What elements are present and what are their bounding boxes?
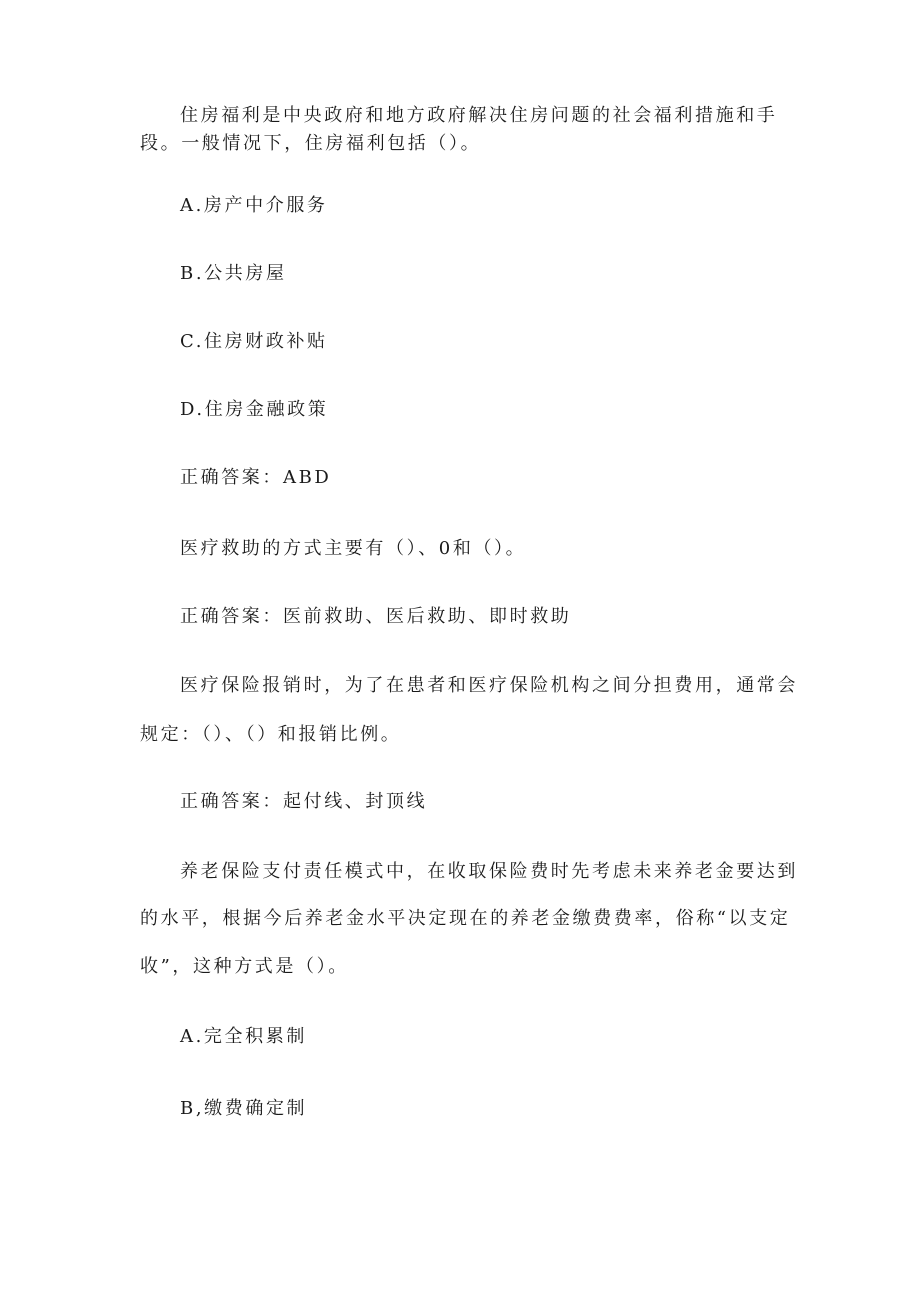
question-4-stem-line-3: 收”，这种方式是（）。 <box>140 956 349 977</box>
question-1-option-b: B.公共房屋 <box>180 263 287 284</box>
question-1-stem-line-2: 段。一般情况下，住房福利包括（）。 <box>140 133 482 154</box>
question-1-stem-line-1: 住房福利是中央政府和地方政府解决住房问题的社会福利措施和手 <box>180 105 778 126</box>
question-3-stem-line-1: 医疗保险报销时，为了在患者和医疗保险机构之间分担费用，通常会 <box>180 675 798 696</box>
question-4-option-b: B,缴费确定制 <box>180 1098 308 1119</box>
question-1-answer: 正确答案：ABD <box>180 467 332 488</box>
question-4-stem-line-2: 的水平，根据今后养老金水平决定现在的养老金缴费费率，俗称“以支定 <box>140 908 791 929</box>
question-3-stem-line-2: 规定：（）、（）和报销比例。 <box>140 724 402 745</box>
question-1-option-c: C.住房财政补贴 <box>180 331 328 352</box>
question-2-stem-line-1: 医疗救助的方式主要有（）、0和（）。 <box>180 538 527 559</box>
question-4-stem-line-1: 养老保险支付责任模式中，在收取保险费时先考虑未来养老金要达到 <box>180 861 798 882</box>
question-4-option-a: A.完全积累制 <box>180 1026 307 1047</box>
question-1-option-d: D.住房金融政策 <box>180 399 329 420</box>
question-1-option-a: A.房产中介服务 <box>180 195 328 216</box>
question-3-answer: 正确答案：起付线、封顶线 <box>180 791 428 812</box>
question-2-answer: 正确答案：医前救助、医后救助、即时救助 <box>180 606 572 627</box>
